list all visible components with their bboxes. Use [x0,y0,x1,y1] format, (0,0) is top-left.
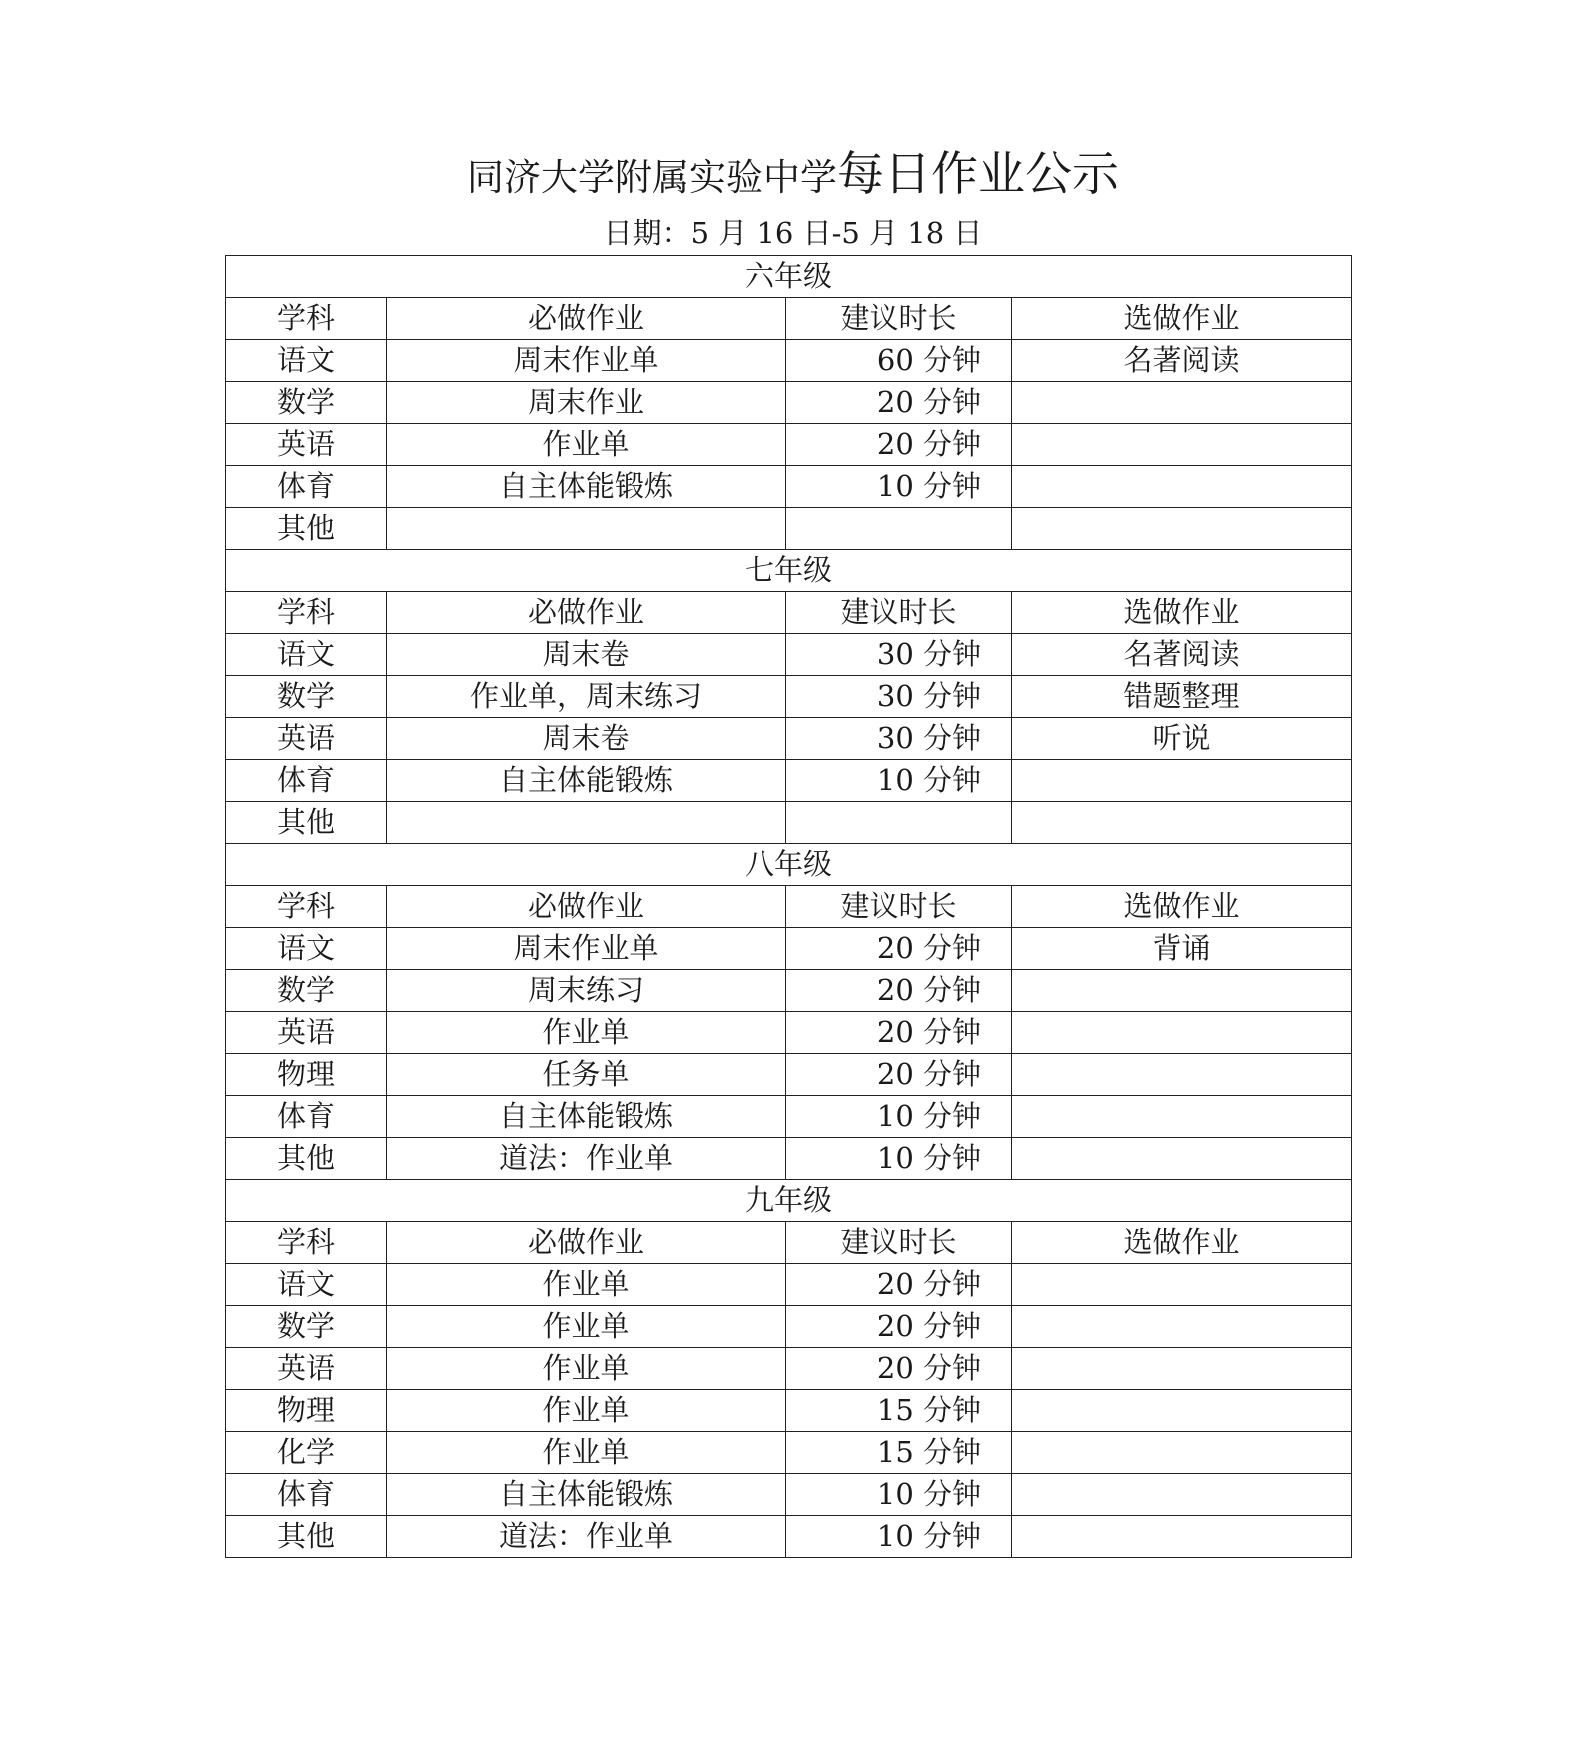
optional-homework-header: 选做作业 [1012,298,1352,340]
subject-cell: 数学 [226,970,387,1012]
optional-homework-cell [1012,1264,1352,1306]
required-homework-cell: 作业单 [387,1348,786,1390]
subject-cell: 数学 [226,676,387,718]
optional-homework-cell [1012,382,1352,424]
required-homework-cell: 任务单 [387,1054,786,1096]
optional-homework-header: 选做作业 [1012,592,1352,634]
required-homework-cell: 作业单 [387,1390,786,1432]
table-row [226,1516,1352,1558]
duration-cell: 20 分钟 [786,1264,1012,1306]
table-row [226,1390,1352,1432]
duration-cell: 20 分钟 [786,1054,1012,1096]
optional-homework-cell: 错题整理 [1012,676,1352,718]
optional-homework-header: 选做作业 [1012,1222,1352,1264]
grade-title: 九年级 [226,1180,1352,1222]
required-homework-cell: 作业单 [387,1306,786,1348]
optional-homework-header: 选做作业 [1012,886,1352,928]
table-row [226,424,1352,466]
subject-cell: 化学 [226,1432,387,1474]
required-homework-cell: 周末练习 [387,970,786,1012]
subject-cell: 英语 [226,718,387,760]
duration-cell: 20 分钟 [786,928,1012,970]
optional-homework-cell [1012,1516,1352,1558]
required-homework-cell: 周末作业单 [387,928,786,970]
table-row [226,508,1352,550]
optional-homework-cell [1012,970,1352,1012]
duration-cell: 10 分钟 [786,1138,1012,1180]
subject-cell: 其他 [226,802,387,844]
required-homework-cell: 周末卷 [387,718,786,760]
subject-cell: 数学 [226,382,387,424]
optional-homework-cell [1012,1390,1352,1432]
required-homework-cell [387,802,786,844]
subject-cell: 体育 [226,760,387,802]
optional-homework-cell: 听说 [1012,718,1352,760]
table-row [226,676,1352,718]
duration-header: 建议时长 [786,298,1012,340]
grade-title: 六年级 [226,256,1352,298]
optional-homework-cell [1012,1432,1352,1474]
table-row [226,466,1352,508]
duration-cell: 30 分钟 [786,676,1012,718]
table-row [226,634,1352,676]
subject-cell: 其他 [226,508,387,550]
required-homework-cell: 周末作业 [387,382,786,424]
duration-header: 建议时长 [786,886,1012,928]
optional-homework-cell [1012,1474,1352,1516]
duration-header: 建议时长 [786,1222,1012,1264]
subject-cell: 语文 [226,634,387,676]
optional-homework-cell [1012,466,1352,508]
subject-cell: 体育 [226,1474,387,1516]
subject-cell: 语文 [226,340,387,382]
subject-cell: 数学 [226,1306,387,1348]
date-range: 日期：5 月 16 日-5 月 18 日 [603,216,983,250]
duration-cell: 20 分钟 [786,382,1012,424]
required-homework-cell: 作业单 [387,1264,786,1306]
table-row [226,1012,1352,1054]
duration-cell: 20 分钟 [786,1306,1012,1348]
subject-cell: 物理 [226,1390,387,1432]
duration-cell: 15 分钟 [786,1432,1012,1474]
table-row [226,1474,1352,1516]
required-homework-cell: 自主体能锻炼 [387,466,786,508]
table-row [226,1348,1352,1390]
required-homework-cell: 自主体能锻炼 [387,1096,786,1138]
table-row [226,802,1352,844]
table-row [226,970,1352,1012]
subject-header: 学科 [226,298,387,340]
grade-title: 八年级 [226,844,1352,886]
duration-cell [786,802,1012,844]
required-homework-cell: 道法：作业单 [387,1138,786,1180]
duration-cell: 10 分钟 [786,760,1012,802]
optional-homework-cell [1012,1138,1352,1180]
required-homework-cell: 作业单 [387,424,786,466]
required-homework-cell: 自主体能锻炼 [387,1474,786,1516]
duration-cell: 10 分钟 [786,1516,1012,1558]
subject-header: 学科 [226,886,387,928]
subject-cell: 语文 [226,928,387,970]
school-name: 同济大学附属实验中学 [467,156,837,199]
subject-cell: 语文 [226,1264,387,1306]
required-homework-cell: 自主体能锻炼 [387,760,786,802]
subject-cell: 体育 [226,1096,387,1138]
duration-cell: 20 分钟 [786,1348,1012,1390]
subject-cell: 其他 [226,1516,387,1558]
optional-homework-cell [1012,1096,1352,1138]
column-header-row [226,298,1352,340]
grade-title: 七年级 [226,550,1352,592]
table-row [226,1264,1352,1306]
subject-cell: 英语 [226,1348,387,1390]
duration-cell: 10 分钟 [786,1474,1012,1516]
optional-homework-cell: 名著阅读 [1012,340,1352,382]
optional-homework-cell [1012,508,1352,550]
notice-title: 每日作业公示 [837,147,1119,202]
column-header-row [226,1222,1352,1264]
table-row [226,928,1352,970]
required-homework-cell: 作业单 [387,1012,786,1054]
optional-homework-cell [1012,1348,1352,1390]
required-homework-header: 必做作业 [387,298,786,340]
table-row [226,340,1352,382]
required-homework-header: 必做作业 [387,886,786,928]
required-homework-cell: 周末卷 [387,634,786,676]
duration-header: 建议时长 [786,592,1012,634]
optional-homework-cell [1012,1054,1352,1096]
required-homework-cell: 道法：作业单 [387,1516,786,1558]
optional-homework-cell: 名著阅读 [1012,634,1352,676]
table-row [226,1096,1352,1138]
required-homework-cell [387,508,786,550]
duration-cell: 60 分钟 [786,340,1012,382]
duration-cell: 15 分钟 [786,1390,1012,1432]
grade-header-row [226,256,1352,298]
duration-cell: 20 分钟 [786,970,1012,1012]
duration-cell: 10 分钟 [786,1096,1012,1138]
subject-cell: 体育 [226,466,387,508]
required-homework-cell: 作业单 [387,1432,786,1474]
optional-homework-cell [1012,1306,1352,1348]
subject-header: 学科 [226,1222,387,1264]
grade-header-row [226,550,1352,592]
subject-cell: 物理 [226,1054,387,1096]
table-row [226,1054,1352,1096]
required-homework-cell: 周末作业单 [387,340,786,382]
required-homework-header: 必做作业 [387,592,786,634]
duration-cell: 20 分钟 [786,1012,1012,1054]
homework-table-body [226,256,1352,1558]
subject-cell: 英语 [226,424,387,466]
optional-homework-cell [1012,1012,1352,1054]
optional-homework-cell: 背诵 [1012,928,1352,970]
grade-header-row [226,1180,1352,1222]
table-row [226,760,1352,802]
table-row [226,1138,1352,1180]
duration-cell: 30 分钟 [786,634,1012,676]
duration-cell: 30 分钟 [786,718,1012,760]
subject-header: 学科 [226,592,387,634]
column-header-row [226,592,1352,634]
subject-cell: 其他 [226,1138,387,1180]
homework-table [225,255,1352,1558]
required-homework-header: 必做作业 [387,1222,786,1264]
table-row [226,1306,1352,1348]
optional-homework-cell [1012,802,1352,844]
optional-homework-cell [1012,760,1352,802]
duration-cell [786,508,1012,550]
required-homework-cell: 作业单，周末练习 [387,676,786,718]
duration-cell: 10 分钟 [786,466,1012,508]
optional-homework-cell [1012,424,1352,466]
duration-cell: 20 分钟 [786,424,1012,466]
grade-header-row [226,844,1352,886]
table-row [226,1432,1352,1474]
page-title [0,140,1586,210]
table-row [226,382,1352,424]
subject-cell: 英语 [226,1012,387,1054]
column-header-row [226,886,1352,928]
table-row [226,718,1352,760]
